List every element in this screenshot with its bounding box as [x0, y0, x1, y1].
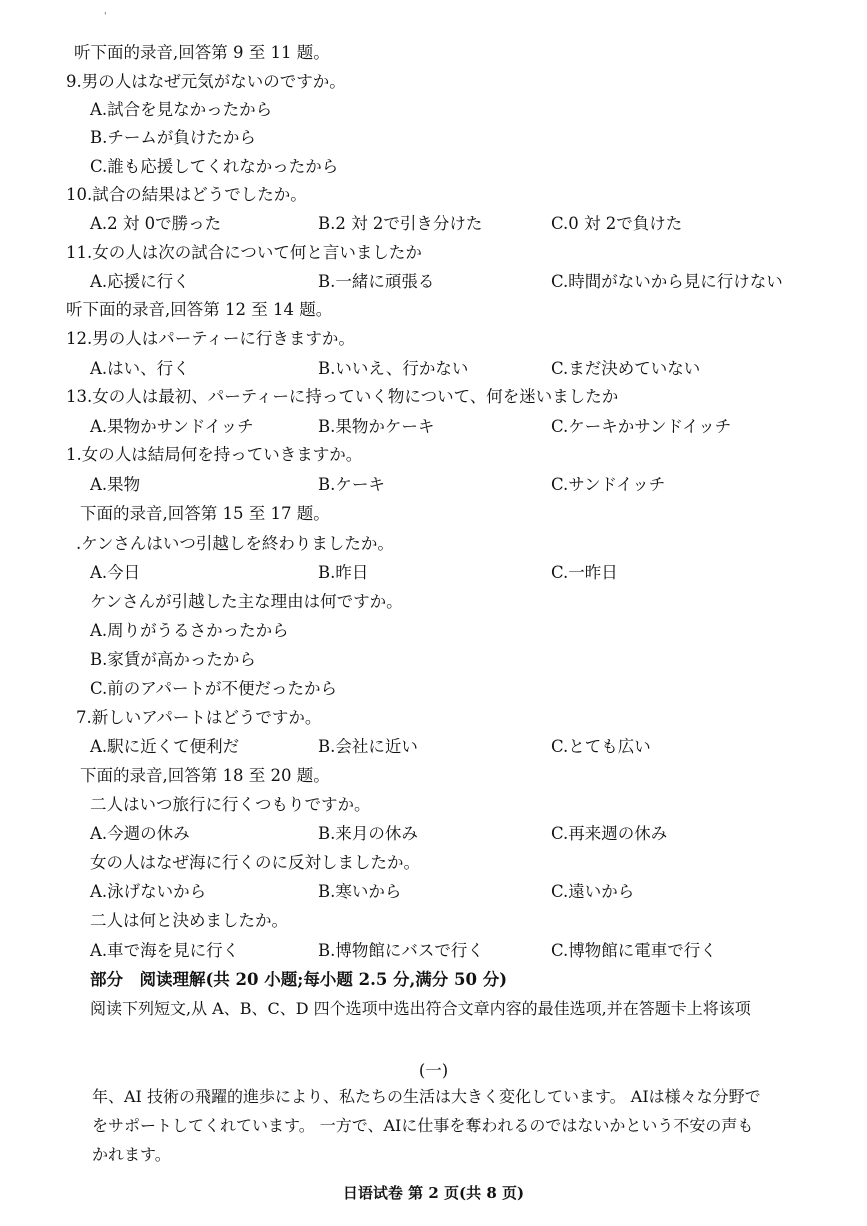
question-20: 二人は何と決めましたか。: [90, 911, 288, 930]
q9-option-c: C.誰も応援してくれなかったから: [90, 157, 339, 176]
question-17: 7.新しいアパートはどうですか。: [76, 708, 322, 727]
passage-line: かれます。: [92, 1145, 171, 1164]
q12-option-c: C.まだ決めていない: [551, 359, 701, 378]
part-instruction: 阅读下列短文,从 A、B、C、D 四个选项中选出符合文章内容的最佳选项,并在答题卡上将该项: [90, 999, 751, 1018]
q17-option-b: B.会社に近い: [318, 737, 418, 756]
q20-option-a: A.車で海を見に行く: [90, 941, 240, 960]
scan-mark: ': [104, 12, 107, 22]
question-18: 二人はいつ旅行に行くつもりですか。: [90, 795, 371, 814]
q11-option-a: A.応援に行く: [90, 272, 190, 291]
q16-option-c: C.前のアパートが不便だったから: [90, 679, 337, 698]
q19-option-c: C.遠いから: [551, 882, 635, 901]
section-instruction: 听下面的录音,回答第 9 至 11 题。: [74, 43, 330, 62]
q15-option-a: A.今日: [90, 563, 141, 582]
q20-option-c: C.博物館に電車で行く: [551, 941, 717, 960]
q14-option-c: C.サンドイッチ: [551, 475, 666, 494]
question-9: 9.男の人はなぜ元気がないのですか。: [66, 72, 346, 91]
q17-option-a: A.駅に近くて便利だ: [90, 737, 240, 756]
q14-option-b: B.ケーキ: [318, 475, 385, 494]
q20-option-b: B.博物館にバスで行く: [318, 941, 484, 960]
q13-option-b: B.果物かケーキ: [318, 417, 435, 436]
q13-option-a: A.果物かサンドイッチ: [90, 417, 254, 436]
q15-option-c: C.一昨日: [551, 563, 618, 582]
q12-option-a: A.はい、行く: [90, 359, 190, 378]
section-instruction: 下面的录音,回答第 18 至 20 题。: [80, 766, 330, 785]
q9-option-b: B.チームが負けたから: [90, 128, 256, 147]
q18-option-c: C.再来週の休み: [551, 824, 668, 843]
question-10: 10.試合の結果はどうでしたか。: [66, 185, 307, 204]
section-instruction: 听下面的录音,回答第 12 至 14 题。: [66, 300, 333, 319]
q15-option-b: B.昨日: [318, 563, 369, 582]
question-14: 1.女の人は結局何を持っていきますか。: [66, 445, 363, 464]
q16-option-b: B.家賃が高かったから: [90, 650, 256, 669]
q19-option-b: B.寒いから: [318, 882, 402, 901]
passage-line: をサポートしてくれています。 一方で、AIに仕事を奪われるのではないかという不安の声も: [92, 1116, 754, 1135]
q16-option-a: A.周りがうるさかったから: [90, 621, 289, 640]
q14-option-a: A.果物: [90, 475, 141, 494]
q10-option-c: C.0 対 2で負けた: [551, 214, 683, 233]
question-11: 11.女の人は次の試合について何と言いましたか: [66, 243, 422, 262]
section-instruction: 下面的录音,回答第 15 至 17 题。: [80, 504, 330, 523]
question-19: 女の人はなぜ海に行くのに反対しましたか。: [90, 853, 420, 872]
page-footer: 日语试卷 第 2 页(共 8 页): [342, 1184, 525, 1202]
question-16: ケンさんが引越した主な理由は何ですか。: [90, 592, 403, 611]
q9-option-a: A.試合を見なかったから: [90, 100, 273, 119]
q13-option-c: C.ケーキかサンドイッチ: [551, 417, 732, 436]
question-13: 13.女の人は最初、パーティーに持っていく物について、何を迷いましたか: [66, 387, 619, 406]
question-12: 12.男の人はパーティーに行きますか。: [66, 329, 355, 348]
q18-option-b: B.来月の休み: [318, 824, 418, 843]
q11-option-b: B.一緒に頑張る: [318, 272, 435, 291]
q17-option-c: C.とても広い: [551, 737, 651, 756]
passage-line: 年、AI 技術の飛躍的進歩により、私たちの生活は大きく変化しています。 AIは様々な分野で: [92, 1087, 761, 1106]
q10-option-a: A.2 対 0で勝った: [90, 214, 222, 233]
question-15: .ケンさんはいつ引越しを終わりましたか。: [76, 534, 394, 553]
q19-option-a: A.泳げないから: [90, 882, 207, 901]
q11-option-c: C.時間がないから見に行けない: [551, 272, 783, 291]
part-title: 部分 阅读理解(共 20 小题;每小题 2.5 分,满分 50 分): [90, 970, 508, 989]
q12-option-b: B.いいえ、行かない: [318, 359, 469, 378]
q10-option-b: B.2 対 2で引き分けた: [318, 214, 483, 233]
passage-title: (一): [418, 1061, 449, 1080]
q18-option-a: A.今週の休み: [90, 824, 190, 843]
